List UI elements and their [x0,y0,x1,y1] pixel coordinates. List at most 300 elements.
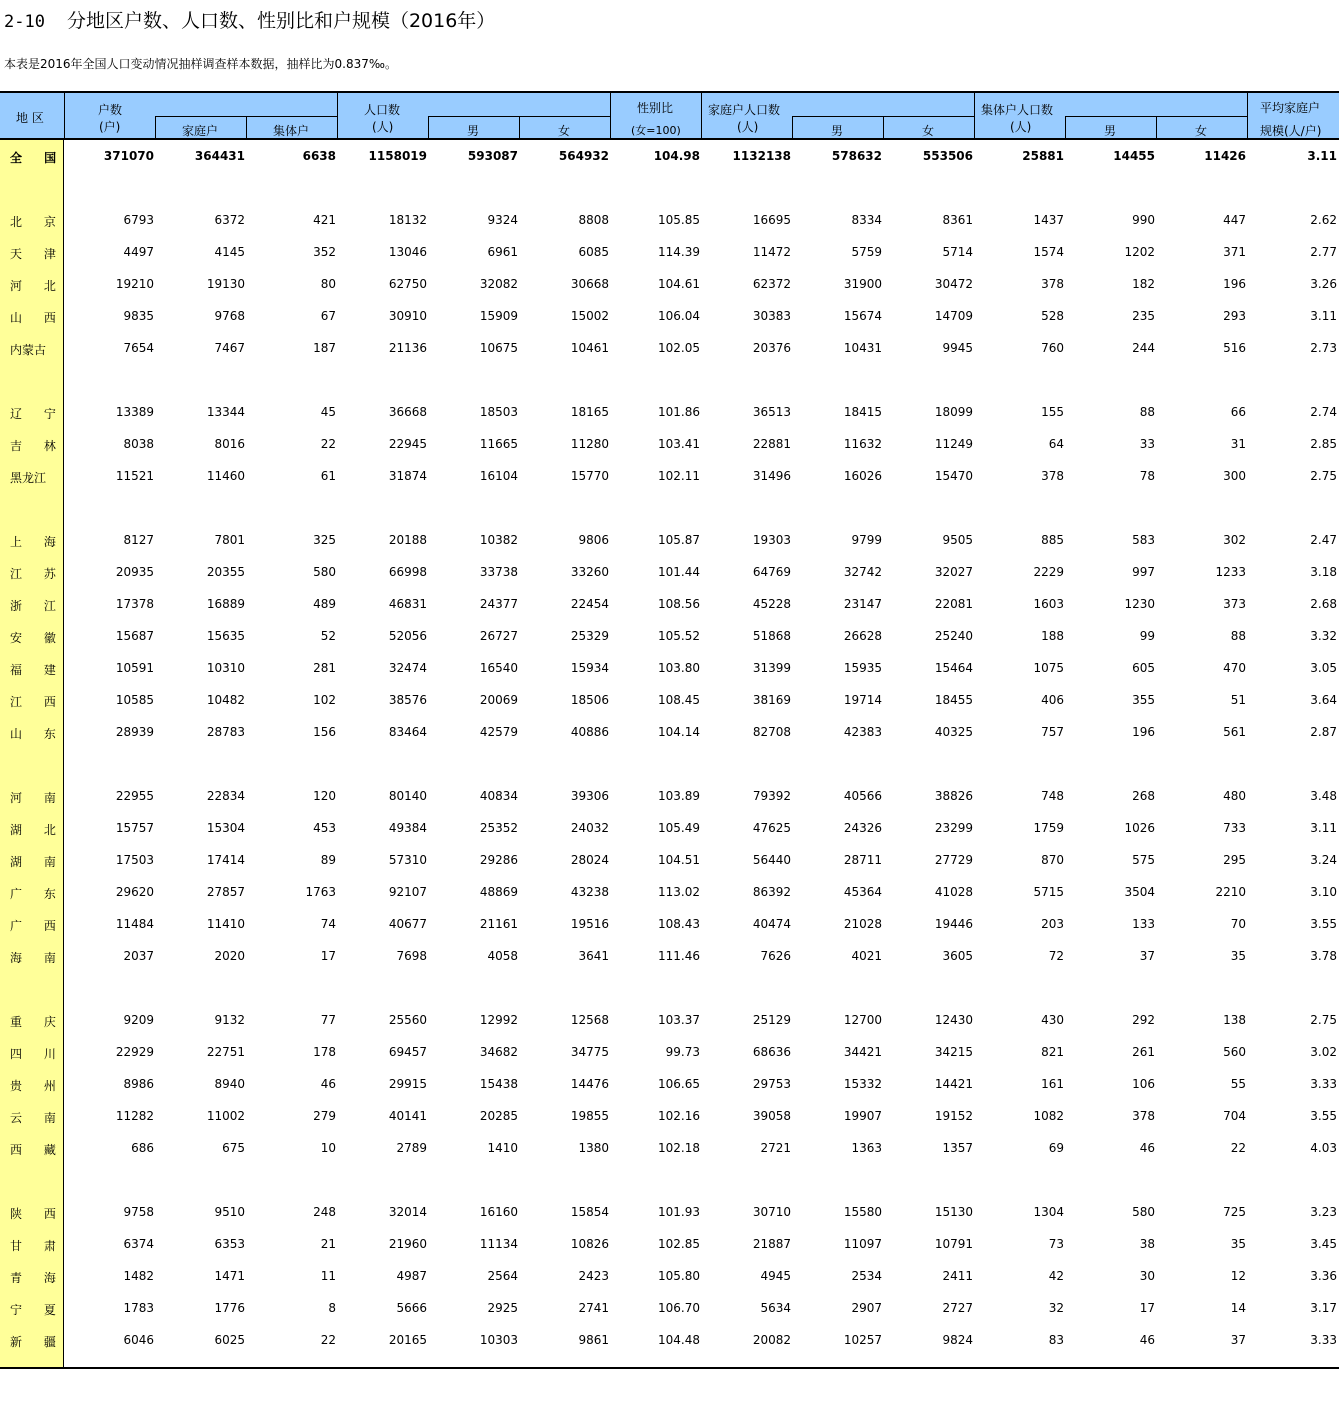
cell-collective-female: 196 [1223,277,1246,291]
cell-male: 4058 [487,949,518,963]
cell-collective-hh: 8 [328,1301,336,1315]
cell-family-female: 41028 [934,885,973,899]
cell-collective-male: 133 [1132,917,1155,931]
cell-population: 38576 [388,693,427,707]
cell-family-pop: 86392 [752,885,791,899]
cell-family-male: 1363 [851,1141,882,1155]
table-row-total [0,140,1339,172]
cell-collective-female: 470 [1223,661,1246,675]
cell-collective-female: 704 [1223,1109,1246,1123]
cell-avg-size: 2.87 [1310,725,1337,739]
cell-collective-female: 14 [1230,1301,1246,1315]
cell-family-pop: 56440 [752,853,791,867]
header-family-pop-unit: (人) [737,120,759,134]
cell-avg-size: 2.85 [1310,437,1337,451]
cell-family-pop: 20082 [752,1333,791,1347]
cell-family-hh: 364431 [194,149,245,163]
cell-male: 10382 [479,533,518,547]
cell-family-pop: 29753 [752,1077,791,1091]
cell-collective-pop: 32 [1048,1301,1064,1315]
table-row [0,844,1339,876]
cell-collective-hh: 421 [313,213,336,227]
header-collective-female: 女 [1195,124,1208,138]
table-row [0,1100,1339,1132]
cell-female: 564932 [558,149,609,163]
cell-population: 32014 [388,1205,427,1219]
cell-male: 11665 [479,437,518,451]
region-name: 福 建 [10,663,65,677]
cell-households: 17503 [115,853,154,867]
cell-family-male: 32742 [843,565,882,579]
cell-avg-size: 3.18 [1310,565,1337,579]
cell-family-pop: 2721 [760,1141,791,1155]
header-family-female: 女 [922,124,935,138]
region-name: 河 北 [10,279,65,293]
cell-sex-ratio: 105.49 [658,821,700,835]
cell-family-pop: 51868 [752,629,791,643]
cell-sex-ratio: 101.93 [658,1205,700,1219]
cell-collective-hh: 1763 [305,885,336,899]
cell-avg-size: 2.62 [1310,213,1337,227]
cell-avg-size: 3.45 [1310,1237,1337,1251]
cell-female: 10461 [570,341,609,355]
cell-family-female: 15470 [934,469,973,483]
cell-collective-female: 138 [1223,1013,1246,1027]
cell-collective-pop: 870 [1041,853,1064,867]
table-row [0,1036,1339,1068]
cell-family-hh: 1471 [214,1269,245,1283]
table-row [0,1004,1339,1036]
cell-collective-male: 580 [1132,1205,1155,1219]
cell-family-female: 11249 [934,437,973,451]
cell-family-female: 1357 [942,1141,973,1155]
cell-avg-size: 3.23 [1310,1205,1337,1219]
cell-female: 12568 [570,1013,609,1027]
cell-collective-male: 378 [1132,1109,1155,1123]
cell-collective-female: 300 [1223,469,1246,483]
cell-family-hh: 675 [222,1141,245,1155]
cell-family-female: 9824 [942,1333,973,1347]
cell-population: 25560 [388,1013,427,1027]
cell-collective-pop: 757 [1041,725,1064,739]
cell-sex-ratio: 105.52 [658,629,700,643]
cell-collective-hh: 45 [320,405,336,419]
cell-households: 371070 [103,149,154,163]
cell-male: 6961 [487,245,518,259]
cell-collective-pop: 1082 [1033,1109,1064,1123]
cell-avg-size: 3.11 [1307,149,1337,163]
cell-collective-pop: 430 [1041,1013,1064,1027]
cell-collective-female: 55 [1230,1077,1246,1091]
cell-family-male: 28711 [843,853,882,867]
cell-collective-pop: 378 [1041,469,1064,483]
cell-collective-hh: 52 [320,629,336,643]
header-sex-ratio: 性别比 [637,101,674,115]
cell-family-pop: 20376 [752,341,791,355]
cell-collective-male: 235 [1132,309,1155,323]
cell-family-hh: 19130 [206,277,245,291]
header-avg-size-1: 平均家庭户 [1260,101,1321,115]
cell-family-male: 42383 [843,725,882,739]
cell-collective-female: 293 [1223,309,1246,323]
cell-female: 22454 [570,597,609,611]
table-row [0,524,1339,556]
cell-family-female: 15464 [934,661,973,675]
cell-collective-male: 355 [1132,693,1155,707]
cell-collective-male: 88 [1139,405,1155,419]
region-name: 内蒙古 [10,343,47,357]
cell-collective-pop: 161 [1041,1077,1064,1091]
cell-male: 29286 [479,853,518,867]
cell-avg-size: 3.55 [1310,917,1337,931]
cell-households: 6793 [123,213,154,227]
cell-sex-ratio: 104.61 [658,277,700,291]
table-row [0,428,1339,460]
region-name: 陕 西 [10,1207,65,1221]
region-name: 新 疆 [10,1335,65,1349]
cell-collective-hh: 21 [320,1237,336,1251]
cell-family-hh: 16889 [206,597,245,611]
cell-family-female: 9505 [942,533,973,547]
table-row [0,620,1339,652]
cell-female: 33260 [570,565,609,579]
cell-sex-ratio: 99.73 [665,1045,700,1059]
cell-male: 20285 [479,1109,518,1123]
cell-avg-size: 3.33 [1310,1333,1337,1347]
cell-family-male: 15332 [843,1077,882,1091]
header-population: 人口数 [364,103,401,117]
cell-female: 15002 [570,309,609,323]
cell-collective-female: 88 [1230,629,1246,643]
cell-collective-pop: 72 [1048,949,1064,963]
cell-collective-pop: 5715 [1033,885,1064,899]
cell-collective-female: 1233 [1215,565,1246,579]
region-name: 山 西 [10,311,65,325]
cell-family-female: 23299 [934,821,973,835]
cell-family-male: 578632 [831,149,882,163]
table-row [0,1132,1339,1164]
header-family-pop: 家庭户人口数 [708,103,781,117]
cell-family-hh: 11410 [206,917,245,931]
cell-households: 7654 [123,341,154,355]
cell-collective-female: 51 [1230,693,1246,707]
cell-collective-male: 1026 [1124,821,1155,835]
cell-households: 2037 [123,949,154,963]
cell-family-male: 10431 [843,341,882,355]
table-row [0,300,1339,332]
cell-family-male: 23147 [843,597,882,611]
cell-female: 19855 [570,1109,609,1123]
table-row [0,460,1339,492]
header-family-hh: 家庭户 [182,124,219,138]
cell-female: 15854 [570,1205,609,1219]
header-collective-male: 男 [1104,124,1117,138]
cell-collective-female: 560 [1223,1045,1246,1059]
cell-sex-ratio: 102.05 [658,341,700,355]
cell-family-hh: 4145 [214,245,245,259]
cell-avg-size: 3.78 [1310,949,1337,963]
header-collective-pop: 集体户人口数 [981,103,1054,117]
cell-households: 8038 [123,437,154,451]
cell-collective-male: 46 [1139,1141,1155,1155]
cell-collective-hh: 325 [313,533,336,547]
cell-households: 1482 [123,1269,154,1283]
cell-sex-ratio: 101.86 [658,405,700,419]
cell-households: 15687 [115,629,154,643]
cell-family-female: 5714 [942,245,973,259]
cell-population: 92107 [388,885,427,899]
cell-family-male: 15674 [843,309,882,323]
cell-female: 30668 [570,277,609,291]
cell-collective-pop: 821 [1041,1045,1064,1059]
cell-households: 10585 [115,693,154,707]
cell-family-male: 16026 [843,469,882,483]
table-row [0,1292,1339,1324]
cell-households: 17378 [115,597,154,611]
cell-family-hh: 2020 [214,949,245,963]
cell-male: 42579 [479,725,518,739]
cell-population: 5666 [396,1301,427,1315]
cell-family-male: 18415 [843,405,882,419]
cell-female: 8808 [578,213,609,227]
cell-sex-ratio: 102.11 [658,469,700,483]
cell-family-pop: 11472 [752,245,791,259]
cell-avg-size: 3.24 [1310,853,1337,867]
region-name: 海 南 [10,951,65,965]
cell-family-female: 19152 [934,1109,973,1123]
cell-family-hh: 22834 [206,789,245,803]
cell-collective-male: 46 [1139,1333,1155,1347]
cell-family-hh: 8016 [214,437,245,451]
cell-collective-female: 11426 [1204,149,1246,163]
cell-family-male: 12700 [843,1013,882,1027]
table-row [0,812,1339,844]
page-title [4,6,495,33]
cell-households: 28939 [115,725,154,739]
cell-sex-ratio: 104.98 [653,149,700,163]
cell-family-female: 2411 [942,1269,973,1283]
cell-collective-hh: 80 [320,277,336,291]
cell-sex-ratio: 104.48 [658,1333,700,1347]
cell-collective-male: 30 [1139,1269,1155,1283]
cell-family-female: 2727 [942,1301,973,1315]
cell-family-pop: 38169 [752,693,791,707]
cell-collective-hh: 89 [320,853,336,867]
cell-population: 40141 [388,1109,427,1123]
cell-sex-ratio: 106.65 [658,1077,700,1091]
cell-family-male: 31900 [843,277,882,291]
cell-family-hh: 9510 [214,1205,245,1219]
cell-collective-female: 371 [1223,245,1246,259]
cell-collective-male: 997 [1132,565,1155,579]
cell-avg-size: 2.75 [1310,469,1337,483]
region-name: 宁 夏 [10,1303,65,1317]
cell-collective-female: 37 [1230,1333,1246,1347]
cell-sex-ratio: 103.89 [658,789,700,803]
cell-households: 11282 [115,1109,154,1123]
cell-female: 15770 [570,469,609,483]
table-row [0,876,1339,908]
cell-collective-hh: 17 [320,949,336,963]
cell-avg-size: 2.68 [1310,597,1337,611]
region-name: 吉 林 [10,439,65,453]
region-name: 天 津 [10,247,65,261]
cell-family-pop: 7626 [760,949,791,963]
cell-population: 49384 [388,821,427,835]
cell-family-female: 18455 [934,693,973,707]
cell-male: 11134 [479,1237,518,1251]
cell-family-hh: 15635 [206,629,245,643]
cell-sex-ratio: 108.43 [658,917,700,931]
cell-collective-pop: 1075 [1033,661,1064,675]
cell-avg-size: 3.36 [1310,1269,1337,1283]
table-row [0,652,1339,684]
table-row [0,332,1339,364]
cell-family-male: 45364 [843,885,882,899]
cell-households: 13389 [115,405,154,419]
cell-collective-hh: 453 [313,821,336,835]
cell-family-male: 11097 [843,1237,882,1251]
region-name: 安 徽 [10,631,65,645]
cell-family-hh: 11002 [206,1109,245,1123]
cell-family-pop: 4945 [760,1269,791,1283]
cell-family-hh: 1776 [214,1301,245,1315]
cell-family-male: 15580 [843,1205,882,1219]
cell-family-pop: 47625 [752,821,791,835]
cell-population: 20165 [388,1333,427,1347]
cell-population: 57310 [388,853,427,867]
region-name: 辽 宁 [10,407,65,421]
region-name: 江 苏 [10,567,65,581]
header-households: 户数 [98,103,123,117]
cell-avg-size: 3.10 [1310,885,1337,899]
cell-avg-size: 3.17 [1310,1301,1337,1315]
cell-households: 686 [131,1141,154,1155]
cell-collective-pop: 1437 [1033,213,1064,227]
cell-collective-pop: 69 [1048,1141,1064,1155]
region-name: 江 西 [10,695,65,709]
table-title: 分地区户数、人口数、性别比和户规模（2016年） [66,10,496,32]
cell-avg-size: 3.11 [1310,309,1337,323]
cell-sex-ratio: 103.80 [658,661,700,675]
cell-male: 26727 [479,629,518,643]
table-row [0,588,1339,620]
cell-population: 46831 [388,597,427,611]
cell-households: 8127 [123,533,154,547]
table-row [0,1324,1339,1356]
cell-female: 11280 [570,437,609,451]
cell-family-pop: 21887 [752,1237,791,1251]
cell-sex-ratio: 114.39 [658,245,700,259]
region-name: 广 西 [10,919,65,933]
cell-family-pop: 16695 [752,213,791,227]
table-row [0,716,1339,748]
table-row [0,236,1339,268]
cell-collective-pop: 25881 [1022,149,1064,163]
cell-sex-ratio: 102.16 [658,1109,700,1123]
cell-family-male: 26628 [843,629,882,643]
cell-avg-size: 3.32 [1310,629,1337,643]
header-avg-size-2: 规模(人/户) [1260,124,1322,138]
header-male: 男 [467,124,480,138]
cell-population: 83464 [388,725,427,739]
cell-population: 40677 [388,917,427,931]
cell-collective-female: 22 [1230,1141,1246,1155]
cell-sex-ratio: 108.45 [658,693,700,707]
cell-collective-hh: 489 [313,597,336,611]
cell-population: 7698 [396,949,427,963]
cell-households: 19210 [115,277,154,291]
cell-family-male: 2907 [851,1301,882,1315]
cell-family-male: 5759 [851,245,882,259]
cell-male: 9324 [487,213,518,227]
cell-collective-pop: 155 [1041,405,1064,419]
cell-family-female: 34215 [934,1045,973,1059]
header-sex-ratio-unit: (女=100) [631,124,681,137]
cell-family-pop: 5634 [760,1301,791,1315]
cell-population: 21960 [388,1237,427,1251]
cell-female: 28024 [570,853,609,867]
table-row [0,1260,1339,1292]
table-row [0,940,1339,972]
cell-female: 25329 [570,629,609,643]
cell-avg-size: 2.73 [1310,341,1337,355]
cell-collective-hh: 67 [320,309,336,323]
cell-male: 18503 [479,405,518,419]
cell-family-male: 9799 [851,533,882,547]
cell-collective-female: 295 [1223,853,1246,867]
cell-sex-ratio: 104.14 [658,725,700,739]
cell-collective-hh: 281 [313,661,336,675]
cell-female: 9861 [578,1333,609,1347]
cell-population: 32474 [388,661,427,675]
cell-households: 6374 [123,1237,154,1251]
cell-sex-ratio: 106.04 [658,309,700,323]
cell-avg-size: 3.26 [1310,277,1337,291]
cell-collective-female: 373 [1223,597,1246,611]
cell-population: 52056 [388,629,427,643]
cell-collective-hh: 6638 [302,149,336,163]
cell-collective-male: 1202 [1124,245,1155,259]
cell-family-pop: 68636 [752,1045,791,1059]
cell-collective-hh: 22 [320,437,336,451]
cell-collective-male: 38 [1139,1237,1155,1251]
cell-households: 4497 [123,245,154,259]
cell-collective-hh: 74 [320,917,336,931]
cell-population: 21136 [388,341,427,355]
cell-sex-ratio: 105.80 [658,1269,700,1283]
cell-collective-pop: 64 [1048,437,1064,451]
table-row [0,1228,1339,1260]
cell-collective-male: 244 [1132,341,1155,355]
cell-family-hh: 7467 [214,341,245,355]
cell-collective-hh: 187 [313,341,336,355]
cell-family-male: 10257 [843,1333,882,1347]
cell-sex-ratio: 113.02 [658,885,700,899]
cell-collective-pop: 1603 [1033,597,1064,611]
cell-collective-female: 561 [1223,725,1246,739]
cell-avg-size: 2.75 [1310,1013,1337,1027]
cell-female: 6085 [578,245,609,259]
cell-sex-ratio: 102.85 [658,1237,700,1251]
cell-avg-size: 2.77 [1310,245,1337,259]
cell-family-pop: 19303 [752,533,791,547]
cell-female: 43238 [570,885,609,899]
table-row [0,684,1339,716]
cell-population: 31874 [388,469,427,483]
cell-avg-size: 3.11 [1310,821,1337,835]
cell-family-hh: 22751 [206,1045,245,1059]
